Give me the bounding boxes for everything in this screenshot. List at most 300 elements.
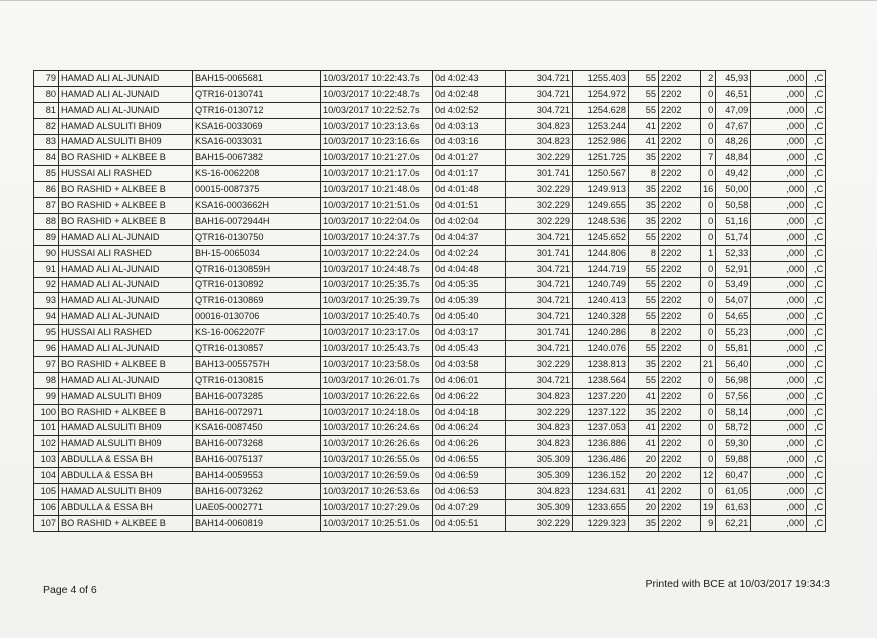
sheet-edge (0, 0, 877, 1)
cell-ring-number: BAH16-0072971 (193, 404, 321, 420)
cell-loft-name: HAMAD ALI AL-JUNAID (59, 86, 193, 102)
cell-prize: ,000 (751, 325, 807, 341)
cell-arrival-time: 10/03/2017 10:25:51.0s (321, 515, 433, 531)
cell-code: 2202 (659, 86, 701, 102)
cell-extra: ,C (807, 420, 826, 436)
cell-velocity: 1248.536 (573, 214, 629, 230)
cell-extra: ,C (807, 293, 826, 309)
cell-arrival-time: 10/03/2017 10:26:01.7s (321, 372, 433, 388)
cell-flight-duration: 0d 4:06:55 (433, 452, 506, 468)
cell-arrival-time: 10/03/2017 10:24:18.0s (321, 404, 433, 420)
cell-prize: ,000 (751, 86, 807, 102)
table-row (34, 182, 826, 198)
cell-distance: 304.721 (506, 372, 573, 388)
cell-code: 2202 (659, 388, 701, 404)
cell-position: 92 (34, 277, 59, 293)
cell-ring-number: QTR16-0130857 (193, 341, 321, 357)
cell-points: 51,16 (716, 214, 751, 230)
cell-position: 97 (34, 357, 59, 373)
cell-velocity: 1251.725 (573, 150, 629, 166)
cell-distance: 302.229 (506, 214, 573, 230)
table-row (34, 404, 826, 420)
cell-loft-count: 55 (629, 277, 659, 293)
cell-ring-number: BAH13-0055757H (193, 357, 321, 373)
cell-arrival-time: 10/03/2017 10:26:24.6s (321, 420, 433, 436)
cell-velocity: 1245.652 (573, 229, 629, 245)
cell-category: 9 (701, 515, 716, 531)
cell-position: 101 (34, 420, 59, 436)
cell-code: 2202 (659, 118, 701, 134)
page-number: Page 4 of 6 (43, 584, 97, 596)
cell-category: 16 (701, 182, 716, 198)
cell-points: 55,23 (716, 325, 751, 341)
cell-code: 2202 (659, 420, 701, 436)
cell-extra: ,C (807, 515, 826, 531)
cell-distance: 305.309 (506, 468, 573, 484)
cell-arrival-time: 10/03/2017 10:26:53.6s (321, 484, 433, 500)
results-body (34, 71, 826, 532)
cell-distance: 305.309 (506, 452, 573, 468)
cell-extra: ,C (807, 134, 826, 150)
cell-code: 2202 (659, 293, 701, 309)
cell-code: 2202 (659, 166, 701, 182)
cell-category: 2 (701, 71, 716, 87)
cell-position: 98 (34, 372, 59, 388)
cell-position: 106 (34, 500, 59, 516)
cell-prize: ,000 (751, 293, 807, 309)
cell-extra: ,C (807, 198, 826, 214)
cell-position: 93 (34, 293, 59, 309)
cell-loft-name: BO RASHID + ALKBEE B (59, 515, 193, 531)
cell-code: 2202 (659, 261, 701, 277)
cell-distance: 301.741 (506, 245, 573, 261)
cell-extra: ,C (807, 452, 826, 468)
cell-extra: ,C (807, 372, 826, 388)
cell-loft-name: BO RASHID + ALKBEE B (59, 150, 193, 166)
cell-ring-number: QTR16-0130712 (193, 102, 321, 118)
cell-extra: ,C (807, 229, 826, 245)
cell-flight-duration: 0d 4:03:16 (433, 134, 506, 150)
cell-flight-duration: 0d 4:04:48 (433, 261, 506, 277)
cell-category: 0 (701, 341, 716, 357)
cell-points: 45,93 (716, 71, 751, 87)
cell-distance: 301.741 (506, 325, 573, 341)
cell-loft-name: BO RASHID + ALKBEE B (59, 182, 193, 198)
table-row (34, 325, 826, 341)
table-row (34, 118, 826, 134)
cell-prize: ,000 (751, 309, 807, 325)
cell-code: 2202 (659, 134, 701, 150)
cell-position: 105 (34, 484, 59, 500)
cell-position: 89 (34, 229, 59, 245)
cell-ring-number: 00016-0130706 (193, 309, 321, 325)
cell-category: 0 (701, 325, 716, 341)
cell-prize: ,000 (751, 150, 807, 166)
cell-arrival-time: 10/03/2017 10:25:43.7s (321, 341, 433, 357)
cell-loft-count: 55 (629, 309, 659, 325)
cell-ring-number: BH-15-0065034 (193, 245, 321, 261)
cell-arrival-time: 10/03/2017 10:21:48.0s (321, 182, 433, 198)
cell-flight-duration: 0d 4:06:26 (433, 436, 506, 452)
cell-velocity: 1249.655 (573, 198, 629, 214)
table-row (34, 500, 826, 516)
cell-loft-count: 35 (629, 404, 659, 420)
cell-extra: ,C (807, 166, 826, 182)
cell-loft-count: 55 (629, 372, 659, 388)
cell-category: 0 (701, 118, 716, 134)
cell-loft-name: BO RASHID + ALKBEE B (59, 404, 193, 420)
cell-distance: 301.741 (506, 166, 573, 182)
table-row (34, 71, 826, 87)
cell-ring-number: BAH16-0073285 (193, 388, 321, 404)
print-info: Printed with BCE at 10/03/2017 19:34:3 (645, 578, 830, 590)
cell-distance: 304.721 (506, 309, 573, 325)
cell-velocity: 1236.886 (573, 436, 629, 452)
cell-ring-number: KS-16-0062208 (193, 166, 321, 182)
cell-prize: ,000 (751, 515, 807, 531)
cell-points: 54,07 (716, 293, 751, 309)
cell-category: 0 (701, 214, 716, 230)
table-row (34, 468, 826, 484)
cell-points: 48,26 (716, 134, 751, 150)
cell-prize: ,000 (751, 484, 807, 500)
cell-code: 2202 (659, 341, 701, 357)
cell-distance: 304.823 (506, 484, 573, 500)
cell-extra: ,C (807, 404, 826, 420)
cell-loft-count: 55 (629, 229, 659, 245)
cell-prize: ,000 (751, 372, 807, 388)
cell-category: 0 (701, 277, 716, 293)
cell-ring-number: KSA16-0003662H (193, 198, 321, 214)
cell-loft-count: 55 (629, 341, 659, 357)
table-row (34, 293, 826, 309)
cell-ring-number: QTR16-0130815 (193, 372, 321, 388)
cell-loft-name: HAMAD ALI AL-JUNAID (59, 261, 193, 277)
cell-prize: ,000 (751, 102, 807, 118)
cell-extra: ,C (807, 71, 826, 87)
cell-points: 61,63 (716, 500, 751, 516)
cell-flight-duration: 0d 4:06:24 (433, 420, 506, 436)
cell-velocity: 1254.972 (573, 86, 629, 102)
cell-ring-number: QTR16-0130741 (193, 86, 321, 102)
cell-velocity: 1254.628 (573, 102, 629, 118)
cell-distance: 302.229 (506, 357, 573, 373)
cell-extra: ,C (807, 309, 826, 325)
cell-arrival-time: 10/03/2017 10:22:48.7s (321, 86, 433, 102)
cell-code: 2202 (659, 150, 701, 166)
cell-arrival-time: 10/03/2017 10:23:16.6s (321, 134, 433, 150)
cell-points: 56,40 (716, 357, 751, 373)
cell-ring-number: KSA16-0033069 (193, 118, 321, 134)
table-row (34, 341, 826, 357)
cell-loft-name: HUSSAI ALI RASHED (59, 325, 193, 341)
cell-velocity: 1234.631 (573, 484, 629, 500)
cell-position: 94 (34, 309, 59, 325)
table-row (34, 388, 826, 404)
cell-velocity: 1238.813 (573, 357, 629, 373)
cell-distance: 304.721 (506, 261, 573, 277)
table-row (34, 229, 826, 245)
cell-arrival-time: 10/03/2017 10:26:59.0s (321, 468, 433, 484)
cell-position: 95 (34, 325, 59, 341)
cell-category: 0 (701, 452, 716, 468)
cell-loft-count: 55 (629, 261, 659, 277)
cell-code: 2202 (659, 452, 701, 468)
cell-loft-count: 41 (629, 388, 659, 404)
cell-extra: ,C (807, 341, 826, 357)
cell-arrival-time: 10/03/2017 10:21:27.0s (321, 150, 433, 166)
cell-position: 90 (34, 245, 59, 261)
cell-ring-number: QTR16-0130892 (193, 277, 321, 293)
cell-extra: ,C (807, 468, 826, 484)
cell-points: 61,05 (716, 484, 751, 500)
cell-loft-name: HAMAD ALSULITI BH09 (59, 420, 193, 436)
cell-position: 107 (34, 515, 59, 531)
race-results-table (33, 70, 826, 532)
cell-position: 80 (34, 86, 59, 102)
cell-flight-duration: 0d 4:02:24 (433, 245, 506, 261)
cell-category: 0 (701, 309, 716, 325)
cell-extra: ,C (807, 325, 826, 341)
cell-code: 2202 (659, 500, 701, 516)
cell-flight-duration: 0d 4:01:51 (433, 198, 506, 214)
cell-arrival-time: 10/03/2017 10:21:17.0s (321, 166, 433, 182)
cell-arrival-time: 10/03/2017 10:22:04.0s (321, 214, 433, 230)
cell-category: 7 (701, 150, 716, 166)
cell-arrival-time: 10/03/2017 10:26:22.6s (321, 388, 433, 404)
cell-code: 2202 (659, 484, 701, 500)
cell-velocity: 1240.749 (573, 277, 629, 293)
cell-extra: ,C (807, 182, 826, 198)
cell-position: 86 (34, 182, 59, 198)
cell-loft-count: 55 (629, 86, 659, 102)
cell-extra: ,C (807, 118, 826, 134)
cell-flight-duration: 0d 4:03:58 (433, 357, 506, 373)
cell-flight-duration: 0d 4:01:48 (433, 182, 506, 198)
cell-code: 2202 (659, 229, 701, 245)
cell-category: 0 (701, 293, 716, 309)
cell-distance: 304.823 (506, 388, 573, 404)
cell-arrival-time: 10/03/2017 10:27:29.0s (321, 500, 433, 516)
cell-extra: ,C (807, 277, 826, 293)
cell-arrival-time: 10/03/2017 10:23:13.6s (321, 118, 433, 134)
table-row (34, 134, 826, 150)
cell-distance: 304.721 (506, 71, 573, 87)
cell-prize: ,000 (751, 277, 807, 293)
cell-points: 48,84 (716, 150, 751, 166)
cell-points: 52,33 (716, 245, 751, 261)
cell-distance: 302.229 (506, 182, 573, 198)
cell-points: 56,98 (716, 372, 751, 388)
cell-velocity: 1244.806 (573, 245, 629, 261)
cell-distance: 302.229 (506, 150, 573, 166)
cell-points: 59,88 (716, 452, 751, 468)
cell-category: 0 (701, 261, 716, 277)
cell-position: 87 (34, 198, 59, 214)
cell-category: 12 (701, 468, 716, 484)
cell-ring-number: QTR16-0130750 (193, 229, 321, 245)
cell-loft-name: HAMAD ALI AL-JUNAID (59, 372, 193, 388)
cell-flight-duration: 0d 4:06:22 (433, 388, 506, 404)
cell-prize: ,000 (751, 420, 807, 436)
cell-position: 102 (34, 436, 59, 452)
cell-points: 53,49 (716, 277, 751, 293)
cell-arrival-time: 10/03/2017 10:26:26.6s (321, 436, 433, 452)
cell-flight-duration: 0d 4:02:52 (433, 102, 506, 118)
cell-extra: ,C (807, 150, 826, 166)
cell-distance: 304.721 (506, 229, 573, 245)
cell-loft-count: 8 (629, 325, 659, 341)
cell-extra: ,C (807, 261, 826, 277)
cell-extra: ,C (807, 484, 826, 500)
cell-prize: ,000 (751, 357, 807, 373)
cell-category: 0 (701, 436, 716, 452)
cell-points: 47,09 (716, 102, 751, 118)
cell-flight-duration: 0d 4:05:35 (433, 277, 506, 293)
cell-loft-name: HAMAD ALI AL-JUNAID (59, 309, 193, 325)
cell-flight-duration: 0d 4:03:17 (433, 325, 506, 341)
cell-extra: ,C (807, 357, 826, 373)
cell-velocity: 1240.413 (573, 293, 629, 309)
cell-ring-number: BAH15-0065681 (193, 71, 321, 87)
cell-ring-number: 00015-0087375 (193, 182, 321, 198)
cell-category: 0 (701, 229, 716, 245)
cell-category: 21 (701, 357, 716, 373)
cell-velocity: 1249.913 (573, 182, 629, 198)
cell-loft-name: HUSSAI ALI RASHED (59, 245, 193, 261)
cell-flight-duration: 0d 4:06:59 (433, 468, 506, 484)
cell-arrival-time: 10/03/2017 10:22:52.7s (321, 102, 433, 118)
cell-velocity: 1253.244 (573, 118, 629, 134)
cell-flight-duration: 0d 4:07:29 (433, 500, 506, 516)
cell-extra: ,C (807, 86, 826, 102)
cell-code: 2202 (659, 404, 701, 420)
cell-position: 103 (34, 452, 59, 468)
cell-ring-number: BAH16-0073268 (193, 436, 321, 452)
cell-loft-count: 41 (629, 484, 659, 500)
cell-arrival-time: 10/03/2017 10:22:43.7s (321, 71, 433, 87)
cell-distance: 304.721 (506, 277, 573, 293)
cell-loft-count: 41 (629, 436, 659, 452)
cell-prize: ,000 (751, 245, 807, 261)
cell-loft-count: 35 (629, 515, 659, 531)
cell-prize: ,000 (751, 229, 807, 245)
cell-flight-duration: 0d 4:02:43 (433, 71, 506, 87)
cell-loft-name: HAMAD ALI AL-JUNAID (59, 229, 193, 245)
cell-position: 100 (34, 404, 59, 420)
cell-arrival-time: 10/03/2017 10:21:51.0s (321, 198, 433, 214)
cell-points: 51,74 (716, 229, 751, 245)
cell-arrival-time: 10/03/2017 10:25:40.7s (321, 309, 433, 325)
cell-code: 2202 (659, 309, 701, 325)
cell-position: 99 (34, 388, 59, 404)
cell-distance: 304.721 (506, 341, 573, 357)
cell-flight-duration: 0d 4:04:18 (433, 404, 506, 420)
cell-points: 47,67 (716, 118, 751, 134)
cell-loft-count: 20 (629, 500, 659, 516)
table-row (34, 102, 826, 118)
cell-loft-count: 55 (629, 102, 659, 118)
table-row (34, 436, 826, 452)
cell-velocity: 1240.328 (573, 309, 629, 325)
cell-loft-name: HAMAD ALI AL-JUNAID (59, 71, 193, 87)
cell-ring-number: QTR16-0130859H (193, 261, 321, 277)
table-row (34, 277, 826, 293)
cell-prize: ,000 (751, 214, 807, 230)
cell-distance: 304.823 (506, 134, 573, 150)
cell-code: 2202 (659, 102, 701, 118)
cell-velocity: 1255.403 (573, 71, 629, 87)
cell-points: 58,14 (716, 404, 751, 420)
cell-loft-name: HAMAD ALSULITI BH09 (59, 388, 193, 404)
table-row (34, 484, 826, 500)
cell-loft-name: ABDULLA & ESSA BH (59, 500, 193, 516)
cell-arrival-time: 10/03/2017 10:24:37.7s (321, 229, 433, 245)
cell-points: 59,30 (716, 436, 751, 452)
cell-loft-count: 35 (629, 214, 659, 230)
cell-distance: 304.823 (506, 420, 573, 436)
table-row (34, 150, 826, 166)
cell-flight-duration: 0d 4:05:43 (433, 341, 506, 357)
cell-position: 83 (34, 134, 59, 150)
cell-code: 2202 (659, 372, 701, 388)
cell-arrival-time: 10/03/2017 10:25:39.7s (321, 293, 433, 309)
cell-code: 2202 (659, 468, 701, 484)
cell-code: 2202 (659, 71, 701, 87)
cell-code: 2202 (659, 214, 701, 230)
cell-velocity: 1236.486 (573, 452, 629, 468)
table-row (34, 166, 826, 182)
cell-prize: ,000 (751, 134, 807, 150)
cell-loft-count: 41 (629, 420, 659, 436)
table-row (34, 515, 826, 531)
cell-ring-number: QTR16-0130869 (193, 293, 321, 309)
cell-category: 0 (701, 372, 716, 388)
cell-ring-number: KSA16-0087450 (193, 420, 321, 436)
cell-loft-count: 55 (629, 293, 659, 309)
cell-extra: ,C (807, 436, 826, 452)
cell-ring-number: KS-16-0062207F (193, 325, 321, 341)
cell-arrival-time: 10/03/2017 10:23:58.0s (321, 357, 433, 373)
cell-ring-number: BAH16-0073262 (193, 484, 321, 500)
cell-code: 2202 (659, 277, 701, 293)
cell-prize: ,000 (751, 436, 807, 452)
cell-loft-count: 41 (629, 118, 659, 134)
cell-loft-name: HAMAD ALSULITI BH09 (59, 484, 193, 500)
cell-position: 96 (34, 341, 59, 357)
cell-ring-number: BAH14-0059553 (193, 468, 321, 484)
table-row (34, 372, 826, 388)
cell-flight-duration: 0d 4:03:13 (433, 118, 506, 134)
cell-prize: ,000 (751, 500, 807, 516)
cell-loft-name: ABDULLA & ESSA BH (59, 452, 193, 468)
cell-loft-count: 8 (629, 166, 659, 182)
cell-distance: 304.823 (506, 436, 573, 452)
cell-position: 84 (34, 150, 59, 166)
table-row (34, 86, 826, 102)
cell-velocity: 1244.719 (573, 261, 629, 277)
cell-position: 91 (34, 261, 59, 277)
cell-prize: ,000 (751, 166, 807, 182)
table-row (34, 261, 826, 277)
cell-loft-count: 35 (629, 198, 659, 214)
cell-distance: 304.721 (506, 102, 573, 118)
cell-distance: 302.229 (506, 515, 573, 531)
cell-arrival-time: 10/03/2017 10:25:35.7s (321, 277, 433, 293)
cell-loft-name: BO RASHID + ALKBEE B (59, 198, 193, 214)
cell-prize: ,000 (751, 71, 807, 87)
cell-extra: ,C (807, 245, 826, 261)
